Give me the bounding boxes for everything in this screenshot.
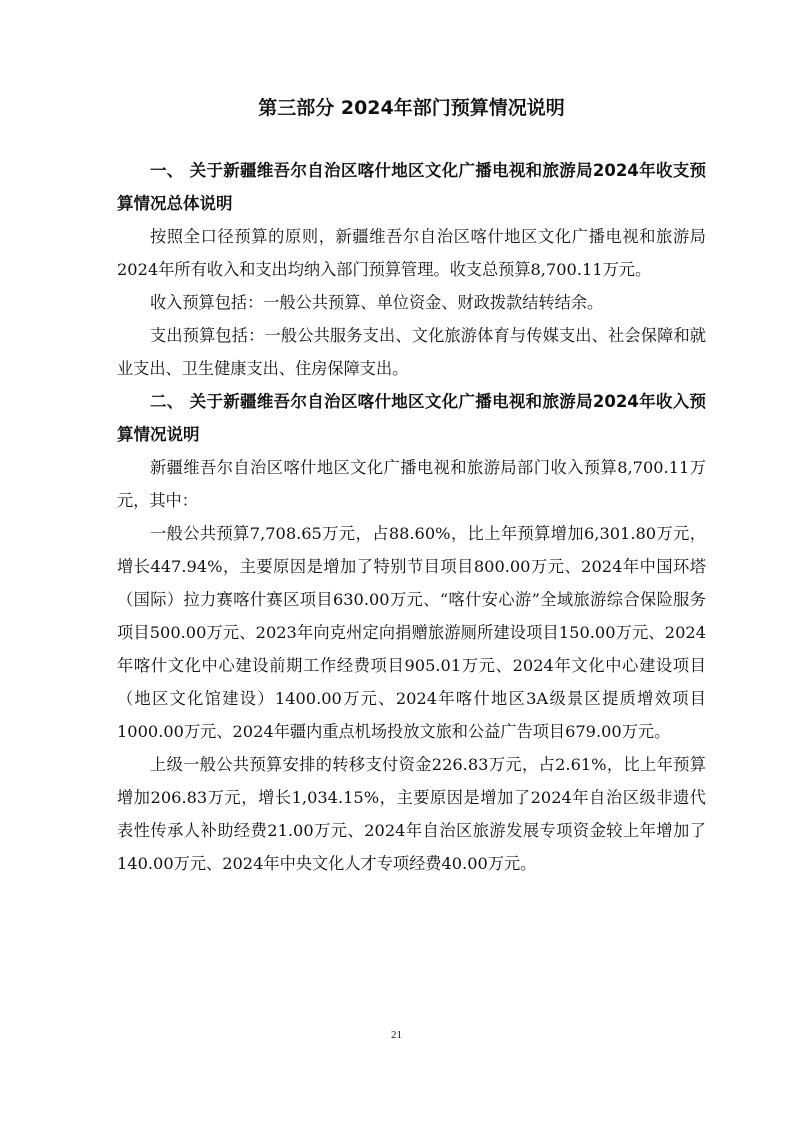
paragraph: 支出预算包括：一般公共服务支出、文化旅游体育与传媒支出、社会保障和就业支出、卫生健康支出、住房保障支出。 bbox=[117, 326, 706, 378]
section-heading-2: 二、 关于新疆维吾尔自治区喀什地区文化广播电视和旅游局2024年收入预算情况说明 bbox=[117, 392, 706, 444]
paragraph: 新疆维吾尔自治区喀什地区文化广播电视和旅游局部门收入预算8,700.11万元，其中： bbox=[117, 458, 706, 510]
paragraph: 收入预算包括：一般公共预算、单位资金、财政拨款结转结余。 bbox=[150, 293, 604, 312]
page-title: 第三部分 2024年部门预算情况说明 bbox=[258, 97, 565, 119]
section-heading-1: 一、 关于新疆维吾尔自治区喀什地区文化广播电视和旅游局2024年收支预算情况总体说明 bbox=[117, 161, 706, 213]
paragraph: 上级一般公共预算安排的转移支付资金226.83万元，占2.61%，比上年预算增加206.83万元，增长1,034.15%，主要原因是增加了2024年自治区级非遗代表性传承人补助经费21.00万元、2024年自治区旅游发展专项资金较上年增加了140.00万元、2024年中央文化人才专项经费40.00万元。 bbox=[117, 755, 706, 873]
paragraph: 一般公共预算7,708.65万元，占88.60%，比上年预算增加6,301.80万元，增长447.94%，主要原因是增加了特别节目项目800.00万元、2024年中国环塔（国际）拉力赛喀什赛区项目630.00万元、“喀什安心游”全域旅游综合保险服务项目500.00万元、2023年向克州定向捐赠旅游厕所建设项目150.00万元、2024年喀什文化中心建设前期工作经费项目905.01万元、2024年文化中心建设项目（地区文化馆建设）1400.00万元、2024年喀什地区3A级景区提质增效项目1000.00万元、2024年疆内重点机场投放文旅和公益广告项目679.00万元。 bbox=[117, 524, 706, 741]
paragraph: 按照全口径预算的原则，新疆维吾尔自治区喀什地区文化广播电视和旅游局2024年所有收入和支出均纳入部门预算管理。收支总预算8,700.11万元。 bbox=[117, 227, 706, 279]
page-number: 21 bbox=[391, 1029, 402, 1041]
page-content bbox=[117, 92, 706, 880]
